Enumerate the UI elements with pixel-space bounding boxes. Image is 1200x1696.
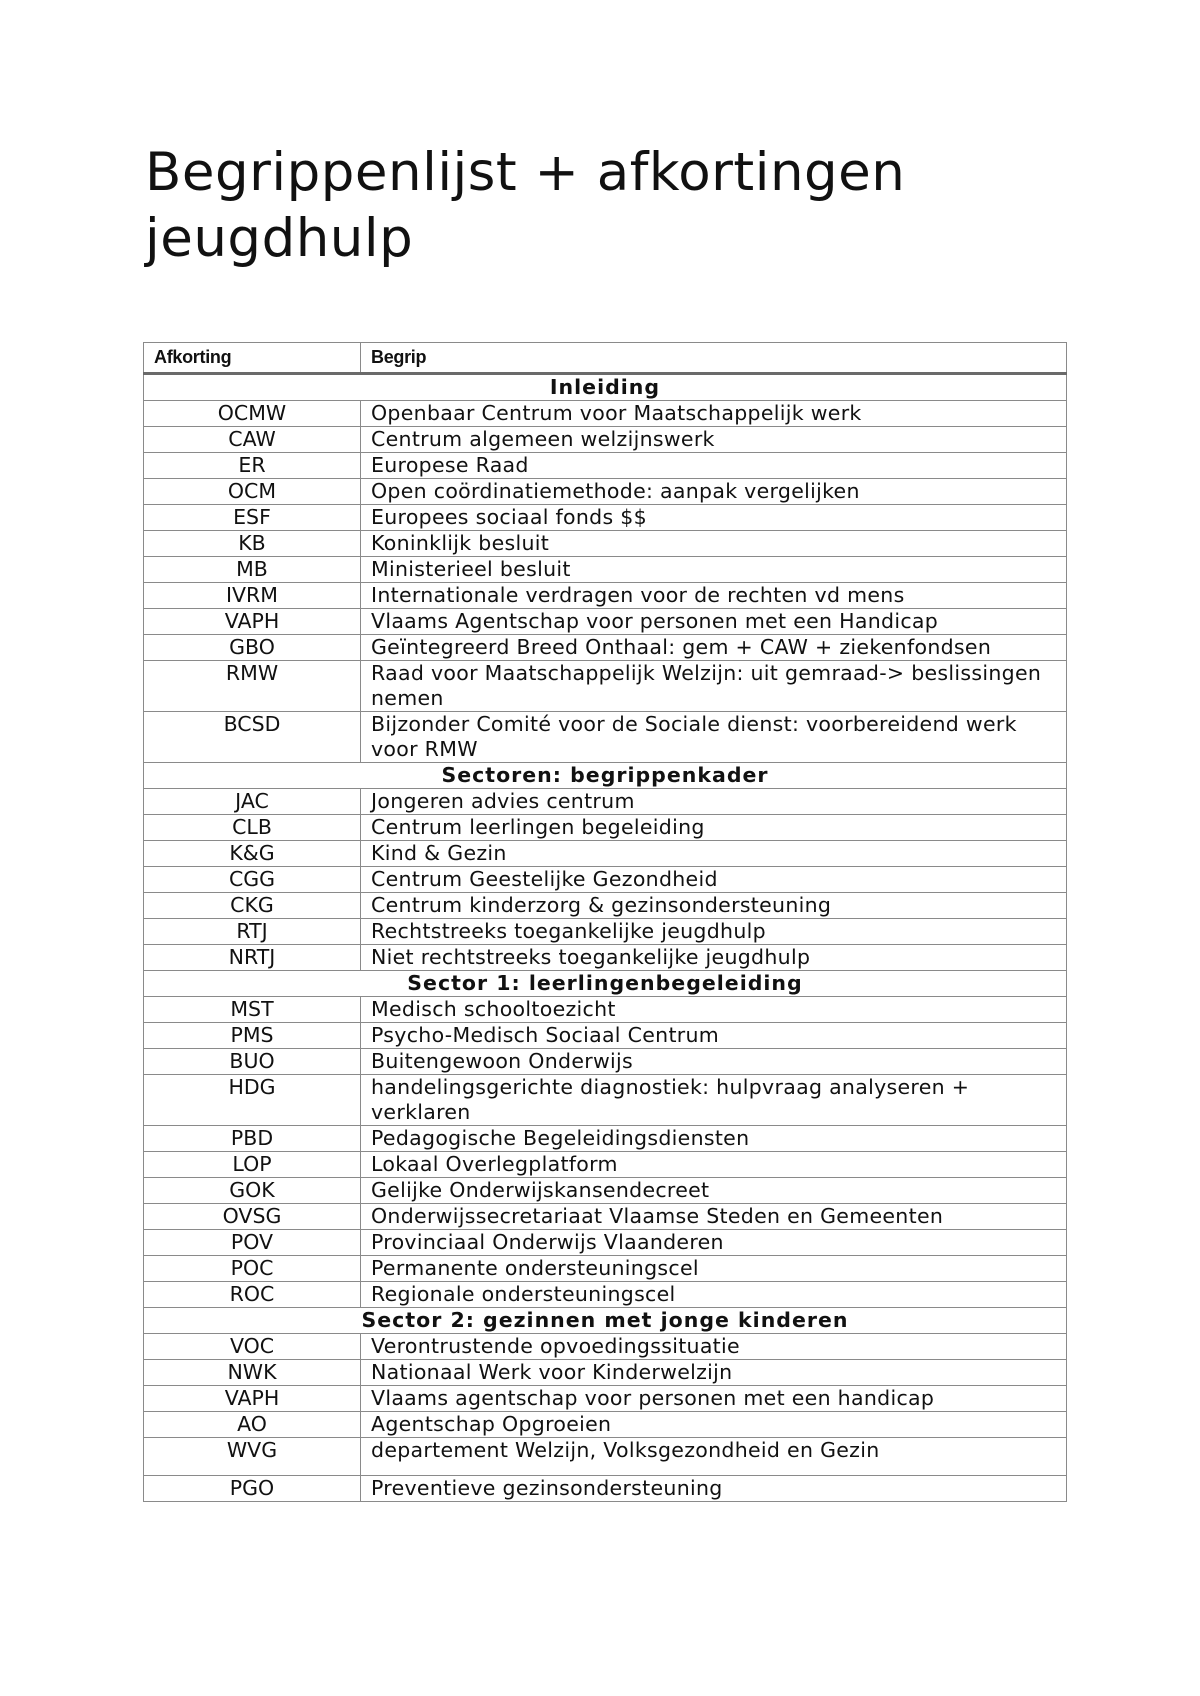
table-row bbox=[144, 1178, 1067, 1204]
term-cell: Buitengewoon Onderwijs bbox=[361, 1049, 1067, 1075]
term-cell: Ministerieel besluit bbox=[361, 557, 1067, 583]
table-row bbox=[144, 635, 1067, 661]
term-cell: departement Welzijn, Volksgezondheid en Gezin bbox=[361, 1438, 1067, 1476]
table-row bbox=[144, 1152, 1067, 1178]
table-row bbox=[144, 815, 1067, 841]
table-row bbox=[144, 1386, 1067, 1412]
glossary-table bbox=[143, 342, 1067, 1502]
table-row bbox=[144, 505, 1067, 531]
section-title: Sectoren: begrippenkader bbox=[144, 763, 1067, 789]
term-cell: Openbaar Centrum voor Maatschappelijk werk bbox=[361, 401, 1067, 427]
table-row bbox=[144, 893, 1067, 919]
term-cell: Raad voor Maatschappelijk Welzijn: uit gemraad-> beslissingen nemen bbox=[361, 661, 1067, 712]
table-row bbox=[144, 401, 1067, 427]
term-cell: Nationaal Werk voor Kinderwelzijn bbox=[361, 1360, 1067, 1386]
abbreviation-cell: ESF bbox=[144, 505, 361, 531]
term-cell: Geïntegreerd Breed Onthaal: gem + CAW + ziekenfondsen bbox=[361, 635, 1067, 661]
header-abbreviation: Afkorting bbox=[144, 343, 361, 374]
section-header-row bbox=[144, 1308, 1067, 1334]
term-cell: Open coördinatiemethode: aanpak vergelijken bbox=[361, 479, 1067, 505]
table-row bbox=[144, 1023, 1067, 1049]
term-cell: Preventieve gezinsondersteuning bbox=[361, 1476, 1067, 1502]
table-row bbox=[144, 841, 1067, 867]
table-header-row bbox=[144, 343, 1067, 374]
table-row bbox=[144, 661, 1067, 712]
term-cell: Permanente ondersteuningscel bbox=[361, 1256, 1067, 1282]
abbreviation-cell: HDG bbox=[144, 1075, 361, 1126]
abbreviation-cell: NWK bbox=[144, 1360, 361, 1386]
glossary-body bbox=[144, 374, 1067, 1502]
table-row bbox=[144, 531, 1067, 557]
term-cell: Europees sociaal fonds $$ bbox=[361, 505, 1067, 531]
term-cell: Psycho-Medisch Sociaal Centrum bbox=[361, 1023, 1067, 1049]
abbreviation-cell: POC bbox=[144, 1256, 361, 1282]
term-cell: Lokaal Overlegplatform bbox=[361, 1152, 1067, 1178]
term-cell: Kind & Gezin bbox=[361, 841, 1067, 867]
abbreviation-cell: CGG bbox=[144, 867, 361, 893]
abbreviation-cell: OCM bbox=[144, 479, 361, 505]
term-cell: Bijzonder Comité voor de Sociale dienst: voorbereidend werk voor RMW bbox=[361, 712, 1067, 763]
table-row bbox=[144, 453, 1067, 479]
abbreviation-cell: ER bbox=[144, 453, 361, 479]
table-row bbox=[144, 789, 1067, 815]
abbreviation-cell: PMS bbox=[144, 1023, 361, 1049]
term-cell: Pedagogische Begeleidingsdiensten bbox=[361, 1126, 1067, 1152]
abbreviation-cell: ROC bbox=[144, 1282, 361, 1308]
header-term: Begrip bbox=[361, 343, 1067, 374]
term-cell: Provinciaal Onderwijs Vlaanderen bbox=[361, 1230, 1067, 1256]
term-cell: Centrum leerlingen begeleiding bbox=[361, 815, 1067, 841]
term-cell: Vlaams Agentschap voor personen met een Handicap bbox=[361, 609, 1067, 635]
term-cell: Centrum algemeen welzijnswerk bbox=[361, 427, 1067, 453]
table-row bbox=[144, 945, 1067, 971]
abbreviation-cell: POV bbox=[144, 1230, 361, 1256]
abbreviation-cell: BCSD bbox=[144, 712, 361, 763]
abbreviation-cell: LOP bbox=[144, 1152, 361, 1178]
abbreviation-cell: VAPH bbox=[144, 609, 361, 635]
abbreviation-cell: VAPH bbox=[144, 1386, 361, 1412]
table-row bbox=[144, 583, 1067, 609]
table-row bbox=[144, 1230, 1067, 1256]
section-header-row bbox=[144, 763, 1067, 789]
abbreviation-cell: OVSG bbox=[144, 1204, 361, 1230]
term-cell: Centrum kinderzorg & gezinsondersteuning bbox=[361, 893, 1067, 919]
abbreviation-cell: IVRM bbox=[144, 583, 361, 609]
term-cell: Gelijke Onderwijskansendecreet bbox=[361, 1178, 1067, 1204]
table-row bbox=[144, 479, 1067, 505]
table-row bbox=[144, 997, 1067, 1023]
abbreviation-cell: MST bbox=[144, 997, 361, 1023]
term-cell: Internationale verdragen voor de rechten vd mens bbox=[361, 583, 1067, 609]
section-header-row bbox=[144, 374, 1067, 401]
abbreviation-cell: GBO bbox=[144, 635, 361, 661]
abbreviation-cell: NRTJ bbox=[144, 945, 361, 971]
term-cell: Rechtstreeks toegankelijke jeugdhulp bbox=[361, 919, 1067, 945]
table-row bbox=[144, 557, 1067, 583]
term-cell: Koninklijk besluit bbox=[361, 531, 1067, 557]
abbreviation-cell: PGO bbox=[144, 1476, 361, 1502]
table-row bbox=[144, 1204, 1067, 1230]
abbreviation-cell: VOC bbox=[144, 1334, 361, 1360]
table-row bbox=[144, 1256, 1067, 1282]
abbreviation-cell: MB bbox=[144, 557, 361, 583]
abbreviation-cell: CAW bbox=[144, 427, 361, 453]
term-cell: Agentschap Opgroeien bbox=[361, 1412, 1067, 1438]
page-title: Begrippenlijst + afkortingen jeugdhulp bbox=[145, 142, 906, 269]
abbreviation-cell: CLB bbox=[144, 815, 361, 841]
table-row bbox=[144, 1334, 1067, 1360]
term-cell: handelingsgerichte diagnostiek: hulpvraag analyseren + verklaren bbox=[361, 1075, 1067, 1126]
table-row bbox=[144, 1126, 1067, 1152]
abbreviation-cell: PBD bbox=[144, 1126, 361, 1152]
abbreviation-cell: GOK bbox=[144, 1178, 361, 1204]
table-row bbox=[144, 1075, 1067, 1126]
table-row bbox=[144, 427, 1067, 453]
abbreviation-cell: OCMW bbox=[144, 401, 361, 427]
abbreviation-cell: RMW bbox=[144, 661, 361, 712]
term-cell: Onderwijssecretariaat Vlaamse Steden en Gemeenten bbox=[361, 1204, 1067, 1230]
table-row bbox=[144, 1476, 1067, 1502]
abbreviation-cell: KB bbox=[144, 531, 361, 557]
term-cell: Niet rechtstreeks toegankelijke jeugdhulp bbox=[361, 945, 1067, 971]
table-row bbox=[144, 1412, 1067, 1438]
abbreviation-cell: K&G bbox=[144, 841, 361, 867]
table-row bbox=[144, 919, 1067, 945]
table-row bbox=[144, 1049, 1067, 1075]
section-title: Sector 1: leerlingenbegeleiding bbox=[144, 971, 1067, 997]
table-row bbox=[144, 609, 1067, 635]
table-row bbox=[144, 712, 1067, 763]
section-header-row bbox=[144, 971, 1067, 997]
table-row bbox=[144, 1360, 1067, 1386]
section-title: Inleiding bbox=[144, 374, 1067, 401]
term-cell: Centrum Geestelijke Gezondheid bbox=[361, 867, 1067, 893]
term-cell: Europese Raad bbox=[361, 453, 1067, 479]
term-cell: Medisch schooltoezicht bbox=[361, 997, 1067, 1023]
term-cell: Regionale ondersteuningscel bbox=[361, 1282, 1067, 1308]
table-row bbox=[144, 867, 1067, 893]
abbreviation-cell: JAC bbox=[144, 789, 361, 815]
abbreviation-cell: RTJ bbox=[144, 919, 361, 945]
term-cell: Verontrustende opvoedingssituatie bbox=[361, 1334, 1067, 1360]
term-cell: Jongeren advies centrum bbox=[361, 789, 1067, 815]
abbreviation-cell: CKG bbox=[144, 893, 361, 919]
table-row bbox=[144, 1282, 1067, 1308]
table-row bbox=[144, 1438, 1067, 1476]
abbreviation-cell: AO bbox=[144, 1412, 361, 1438]
abbreviation-cell: WVG bbox=[144, 1438, 361, 1476]
abbreviation-cell: BUO bbox=[144, 1049, 361, 1075]
term-cell: Vlaams agentschap voor personen met een handicap bbox=[361, 1386, 1067, 1412]
section-title: Sector 2: gezinnen met jonge kinderen bbox=[144, 1308, 1067, 1334]
